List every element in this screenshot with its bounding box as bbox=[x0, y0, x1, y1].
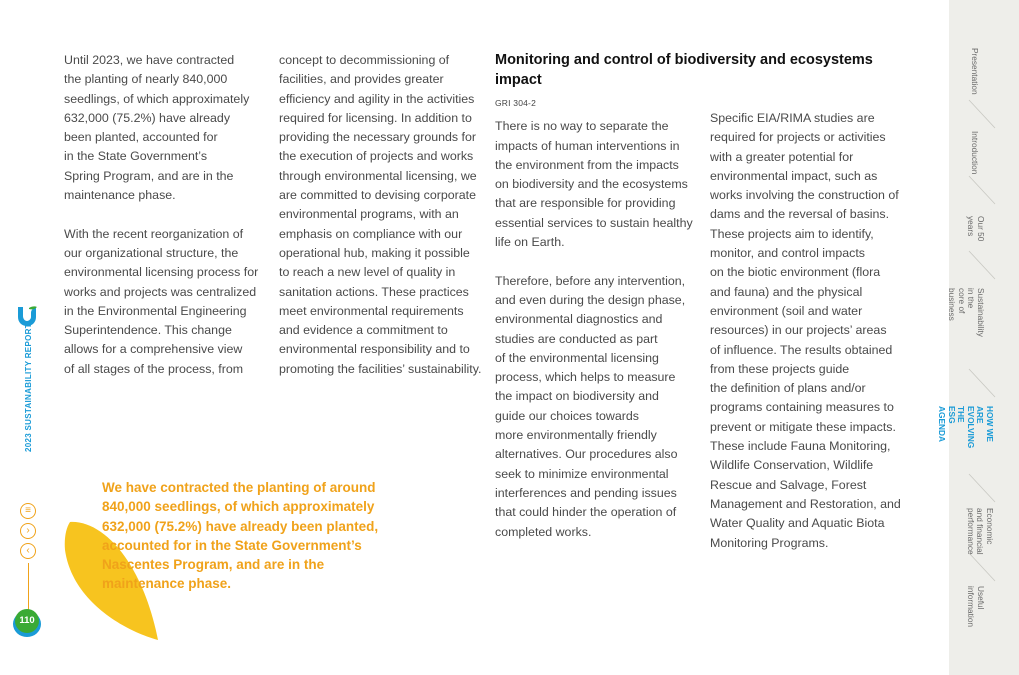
nav-label: Economic and financial performance bbox=[966, 508, 995, 555]
nav-label: Presentation bbox=[970, 48, 980, 95]
paragraph: Until 2023, we have contracted the planting of nearly 840,000 seedlings, of which approximately 632,000 (75.2%) have already been planted, accounted for in the State Government’s Spring Program, and are in the maintenance phase. bbox=[64, 53, 250, 203]
chevron-left-icon: ‹ bbox=[26, 545, 30, 556]
divider bbox=[28, 563, 29, 611]
text-column-2 bbox=[279, 51, 484, 398]
text-column-4 bbox=[710, 109, 915, 572]
next-page-button[interactable] bbox=[20, 523, 36, 539]
section-nav-sidebar bbox=[937, 0, 1019, 675]
nav-label-active: HOW WE ARE EVOLVING THE ESG AGENDA bbox=[937, 406, 995, 449]
page-number: 110 bbox=[15, 609, 39, 633]
menu-button[interactable] bbox=[20, 503, 36, 519]
paragraph: With the recent reorganization of our organizational structure, the environmental licensing process for works and projects was centralized in the Environmental Engineering Superintendence. This change allows for a comprehensive view of all stages of the process, from bbox=[64, 226, 259, 376]
section-heading: Monitoring and control of biodiversity and ecosystems impact bbox=[495, 52, 873, 88]
nav-dividers bbox=[949, 0, 1019, 675]
highlight-quote: We have contracted the planting of around 840,000 seedlings, of which approximately 632,000 (75.2%) have already been planted, accounted for in the State Government’s Nascentes Program, and are in the maintenance phase. bbox=[102, 480, 379, 592]
paragraph: concept to decommissioning of facilities, and provides greater efficiency and agility in the activities required for licensing. In addition to providing the necessary grounds for the execution of projects and works through environmental licensing, we are committed to devising corporate environmental programs, with an emphasis on compliance with our operational hub, making it possible to reach a new level of quality in sanitation actions. These practices meet environmental requirements and evidence a commitment to environmental responsibility and to promoting the facilities’ sustainability. bbox=[279, 53, 482, 376]
paragraph: Specific EIA/RIMA studies are required for projects or activities with a greater potential for environmental impact, such as works involving the construction of dams and the reversal of basins. These projects aim to identify, monitor, and control impacts on the biotic environment (flora and fauna) and the physical environment (soil and water resources) in our projects’ areas of influence. The results obtained from these projects guide the definition of plans and/or programs containing measures to prevent or mitigate these impacts. These include Fauna Monitoring, Wildlife Conservation, Wildlife Rescue and Salvage, Forest Management and Restoration, and Water Quality and Aquatic Biota Monitoring Programs. bbox=[710, 111, 901, 550]
previous-page-button[interactable] bbox=[20, 543, 36, 559]
nav-label: Useful information bbox=[966, 586, 986, 628]
chevron-right-icon: › bbox=[26, 525, 30, 536]
nav-label: Introduction bbox=[970, 131, 980, 175]
nav-label: Sustainability in the core of business bbox=[947, 288, 986, 337]
gri-reference: GRI 304-2 bbox=[495, 98, 537, 108]
text-column-1 bbox=[64, 51, 269, 398]
report-label: 2023 SUSTAINABILITY REPORT bbox=[24, 323, 33, 452]
menu-icon: ≡ bbox=[25, 505, 31, 516]
paragraph: There is no way to separate the impacts of human interventions in the environment from the impacts on biodiversity and the ecosystems that are responsible for providing essential services to sustain healthy life on Earth. bbox=[495, 119, 693, 250]
paragraph: Therefore, before any intervention, and even during the design phase, environmental diagnostics and studies are conducted as part of the environmental licensing process, which helps to measure the impact on biodiversity and guide our choices towards more environmentally friendly alternatives. Our procedures also seek to minimize environmental interferences and pending issues that could hinder the operation of completed works. bbox=[495, 273, 686, 539]
nav-label: Our 50 years bbox=[966, 216, 986, 242]
